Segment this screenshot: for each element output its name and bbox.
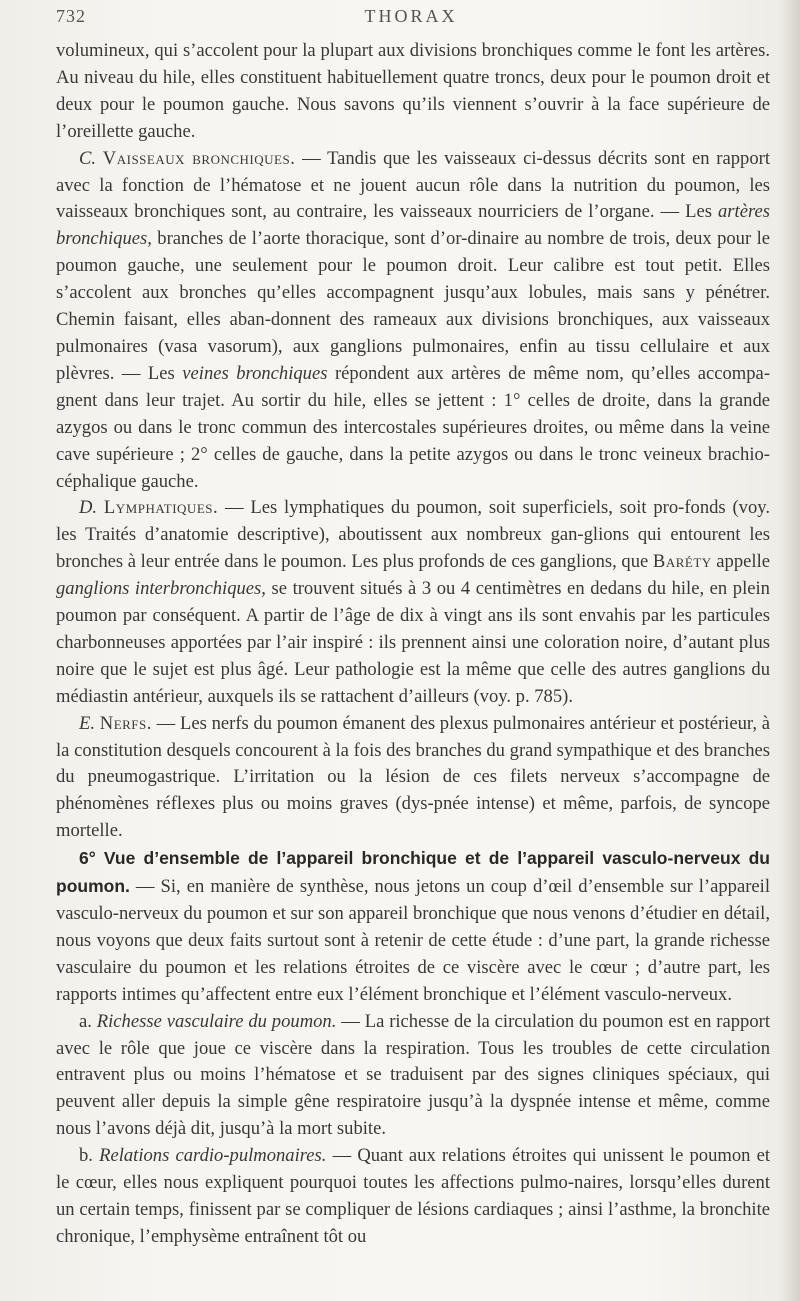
- paragraph-lymphatiques: D. Lymphatiques. — Les lymphatiques du poumon, soit superficiels, soit pro-fonds (voy. les Traités d’anatomie descriptive), aboutissent aux nombreux gan-glions qui entourent les bronches à leur entrée dans le poumon. Les plus profonds de ces ganglions, que Baréty appelle ganglions interbronchiques, se trouvent situés à 3 ou 4 centimètres en dedans du hile, en plein poumon par conséquent. A partir de l’âge de dix à vingt ans ils sont envahis par les particules charbonneuses apportées par l’air inspiré : ils prennent ainsi une coloration noire, d’autant plus noire que le sujet est plus âgé. Leur pathologie est la même que celle des autres ganglions du médiastin antérieur, auxquels ils se rattachent d’ailleurs (voy. p. 785).: [56, 497, 771, 707]
- running-title: THORAX: [364, 6, 458, 26]
- paragraph-nerfs: E. Nerfs. — Les nerfs du poumon émanent des plexus pulmonaires antérieur et postérieur, à la constitution desquels concourent à la fois des branches du grand sympathique et des branches du pneumogastrique. L’irritation ou la lésion de ces filets nerveux s’accompagne de phénomènes réflexes plus ou moins graves (dys-pnée intense) et même, parfois, de syncope mortelle.: [56, 712, 770, 842]
- page-number: 732: [56, 6, 86, 26]
- body-text: [56, 38, 770, 1251]
- section-heading: 6° Vue d’ensemble de l’appareil bronchique et de l’appareil vasculo-nerveux du poumon.: [56, 848, 770, 897]
- paragraph-vaisseaux-bronchiques: C. Vaisseaux bronchiques. — Tandis que les vaisseaux ci-dessus décrits sont en rapport avec la fonction de l’hématose et ne jouent aucun rôle dans la nutrition du poumon, les vaisseaux bronchiques sont, au contraire, les vaisseaux nourriciers de l’organe. — Les artères bronchiques, branches de l’aorte thoracique, sont d’or-dinaire au nombre de trois, deux pour le poumon gauche, une seulement pour le poumon droit. Leur calibre est tout petit. Elles s’accolent aux bronches qu’elles accompagnent jusqu’aux lobules, mais sans y pénétrer. Chemin faisant, elles aban-donnent des rameaux aux divisions bronchiques, aux vaisseaux pulmonaires (vasa vasorum), aux ganglions pulmonaires, enfin au tissu cellulaire et aux plèvres. — Les veines bronchiques répondent aux artères de même nom, qu’elles accompa-gnent dans leur trajet. Au sortir du hile, elles se jettent : 1° celles de droite, dans la grande azygos ou dans le tronc commun des intercostales supérieures droites, ou même dans la veine cave supérieure ; 2° celles de gauche, dans la petite azygos ou dans le tronc veineux brachio-céphalique gauche.: [56, 147, 771, 492]
- paragraph-continuation: volumineux, qui s’accolent pour la plupart aux divisions bronchiques comme le font les artères. Au niveau du hile, elles constituent habituellement quatre troncs, deux pour le poumon droit et deux pour le poumon gauche. Nous savons qu’ils viennent s’ouvrir à la face supérieure de l’oreillette gauche.: [56, 40, 770, 142]
- paragraph-richesse-vasculaire: a. Richesse vasculaire du poumon. — La richesse de la circulation du poumon est en rapport avec le rôle que joue ce viscère dans la respiration. Tous les troubles de cette circulation entravent plus ou moins l’hématose et se traduisent par des signes cliniques spéciaux, qui peuvent aller depuis la simple gêne respiratoire jusqu’à la dyspnée intense et même, comme nous l’avons déjà dit, jusqu’à la mort subite.: [56, 1010, 770, 1140]
- paragraph-relations-cardio: b. Relations cardio-pulmonaires. — Quant aux relations étroites qui unissent le poumon et le cœur, elles nous expliquent pourquoi toutes les affections pulmo-naires, lorsqu’elles durent un certain temps, finissent par se compliquer de lésions cardiaques ; ainsi l’asthme, la bronchite chronique, l’emphysème entraînent tôt ou: [56, 1145, 770, 1247]
- paragraph-vue-ensemble: 6° Vue d’ensemble de l’appareil bronchique et de l’appareil vasculo-nerveux du poumon. — Si, en manière de synthèse, nous jetons un coup d’œil d’ensemble sur l’appareil vasculo-nerveux du poumon et sur son appareil bronchique que nous venons d’étudier en détail, nous voyons que deux faits surtout sont à retenir de cette étude : d’une part, la grande richesse vasculaire du poumon et les relations étroites de ce viscère avec le cœur ; d’autre part, les rapports intimes qu’affectent entre eux l’élément bronchique et l’élément vasculo-nerveux.: [56, 848, 770, 1005]
- running-header: [56, 6, 766, 34]
- page-edge-shadow: [780, 0, 800, 1301]
